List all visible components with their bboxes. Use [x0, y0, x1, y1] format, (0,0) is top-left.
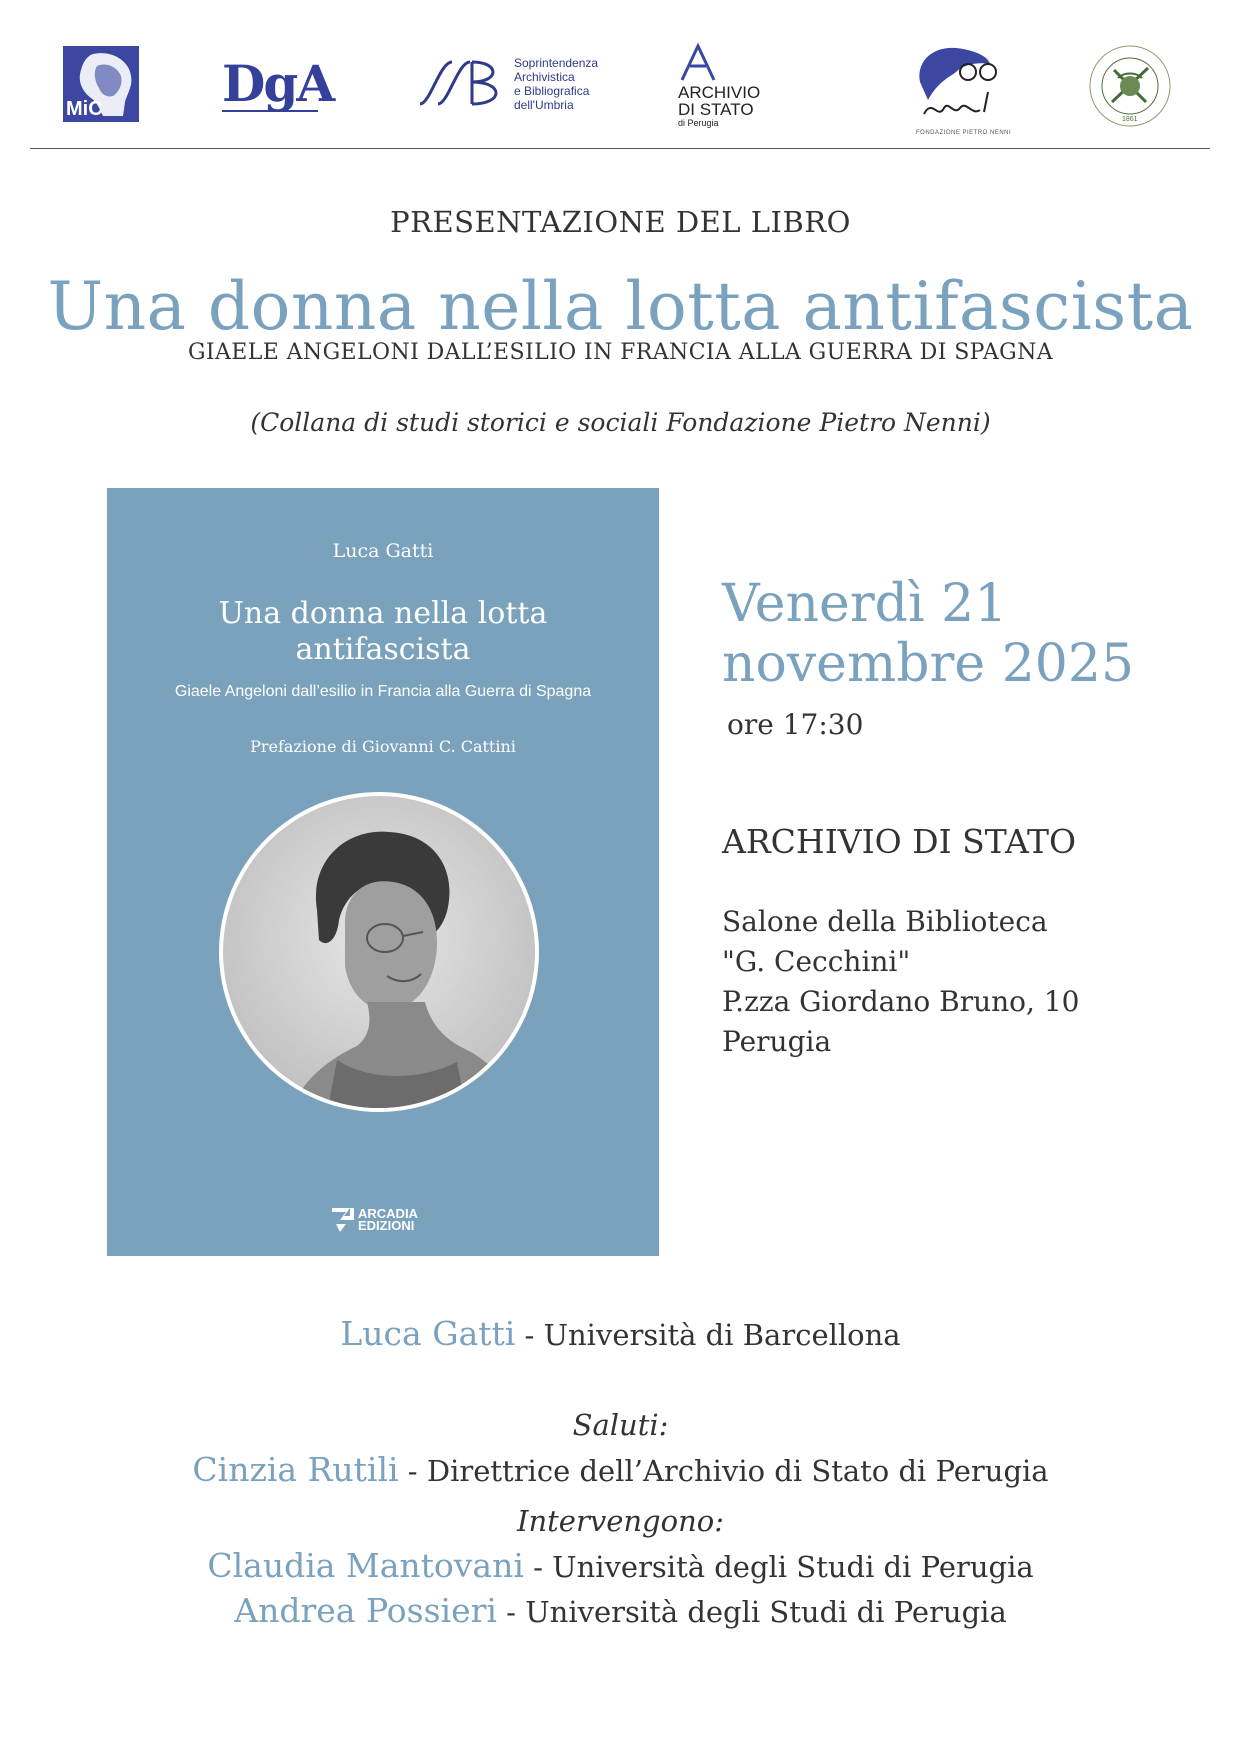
address-line-3: P.zza Giordano Bruno, 10 — [722, 985, 1080, 1018]
archivio-line-1: ARCHIVIO — [678, 83, 761, 102]
event-venue: ARCHIVIO DI STATO — [722, 822, 1077, 861]
cover-preface: Prefazione di Giovanni C. Cattini — [250, 737, 516, 756]
intervention-line-2 — [0, 1591, 1241, 1630]
mic-label: MiC — [66, 98, 103, 120]
archivio-logo — [678, 42, 778, 132]
sab-logo — [410, 54, 650, 114]
event-address — [722, 902, 1079, 1062]
intervention-role-1: - Università degli Studi di Perugia — [523, 1550, 1034, 1584]
intervention-line-1 — [0, 1546, 1241, 1585]
saluti-line — [0, 1450, 1241, 1489]
fondazione-label: FONDAZIONE PIETRO NENNI — [916, 130, 1012, 136]
author-line — [0, 1314, 1241, 1353]
mic-logo — [63, 46, 139, 122]
event-date — [722, 574, 1134, 694]
sab-line-3: e Bibliografica — [514, 84, 590, 98]
sab-mark-icon — [410, 54, 510, 110]
sab-line-1: Soprintendenza — [514, 56, 599, 70]
sab-line-2: Archivistica — [514, 70, 575, 84]
saluti-label: Saluti: — [572, 1408, 669, 1442]
archivio-mark-icon — [678, 42, 718, 82]
saluti-role: - Direttrice dell’Archivio di Stato di Perugia — [398, 1454, 1049, 1488]
event-date-line-2: novembre 2025 — [722, 634, 1135, 694]
event-date-line-1: Venerdì 21 — [722, 574, 1008, 634]
cover-author: Luca Gatti — [332, 540, 434, 562]
address-line-4: Perugia — [722, 1025, 832, 1058]
book-subtitle: GIAELE ANGELONI DALL’ESILIO IN FRANCIA ALLA GUERRA DI SPAGNA — [187, 340, 1054, 365]
cover-title-line-1: Una donna nella lotta — [218, 596, 548, 631]
archivio-line-3: di Perugia — [678, 118, 719, 128]
societa-year: 1861 — [1122, 116, 1138, 123]
cover-subtitle: Giaele Angeloni dall’esilio in Francia alla Guerra di Spagna — [174, 683, 592, 700]
arcadia-logo-icon — [332, 1208, 354, 1232]
book-cover — [107, 488, 659, 1256]
cover-title-line-2: antifascista — [295, 632, 471, 667]
event-time: ore 17:30 — [727, 708, 864, 741]
address-line-2: "G. Cecchini" — [722, 945, 911, 978]
societa-seal-logo — [1088, 44, 1172, 128]
publisher-line-1: ARCADIA — [358, 1206, 418, 1221]
author-role: - Università di Barcellona — [515, 1318, 901, 1352]
address-line-1: Salone della Biblioteca — [722, 905, 1048, 938]
archivio-line-2: DI STATO — [678, 100, 754, 119]
cover-title — [107, 596, 659, 668]
saluti-name: Cinzia Rutili — [192, 1450, 399, 1489]
intervention-role-2: - Università degli Studi di Perugia — [496, 1595, 1007, 1629]
dga-label: DgA — [222, 54, 334, 113]
book-series: (Collana di studi storici e sociali Fondazione Pietro Nenni) — [250, 408, 991, 437]
intervengono-label: Intervengono: — [517, 1504, 724, 1538]
book-title: Una donna nella lotta antifascista — [47, 268, 1194, 345]
publisher-line-2: EDIZIONI — [358, 1218, 415, 1233]
intervention-name-1: Claudia Mantovani — [207, 1546, 524, 1585]
event-kicker: PRESENTAZIONE DEL LIBRO — [390, 205, 851, 239]
header-divider — [30, 148, 1210, 149]
sab-line-4: dell'Umbria — [514, 98, 574, 112]
intervention-name-2: Andrea Possieri — [234, 1591, 497, 1630]
author-name: Luca Gatti — [340, 1314, 516, 1353]
logo-strip — [30, 36, 1210, 146]
fondazione-nenni-logo — [908, 42, 1012, 138]
dga-logo — [222, 54, 334, 114]
cover-portrait — [217, 790, 541, 1118]
nenni-portrait-icon — [908, 42, 1008, 126]
